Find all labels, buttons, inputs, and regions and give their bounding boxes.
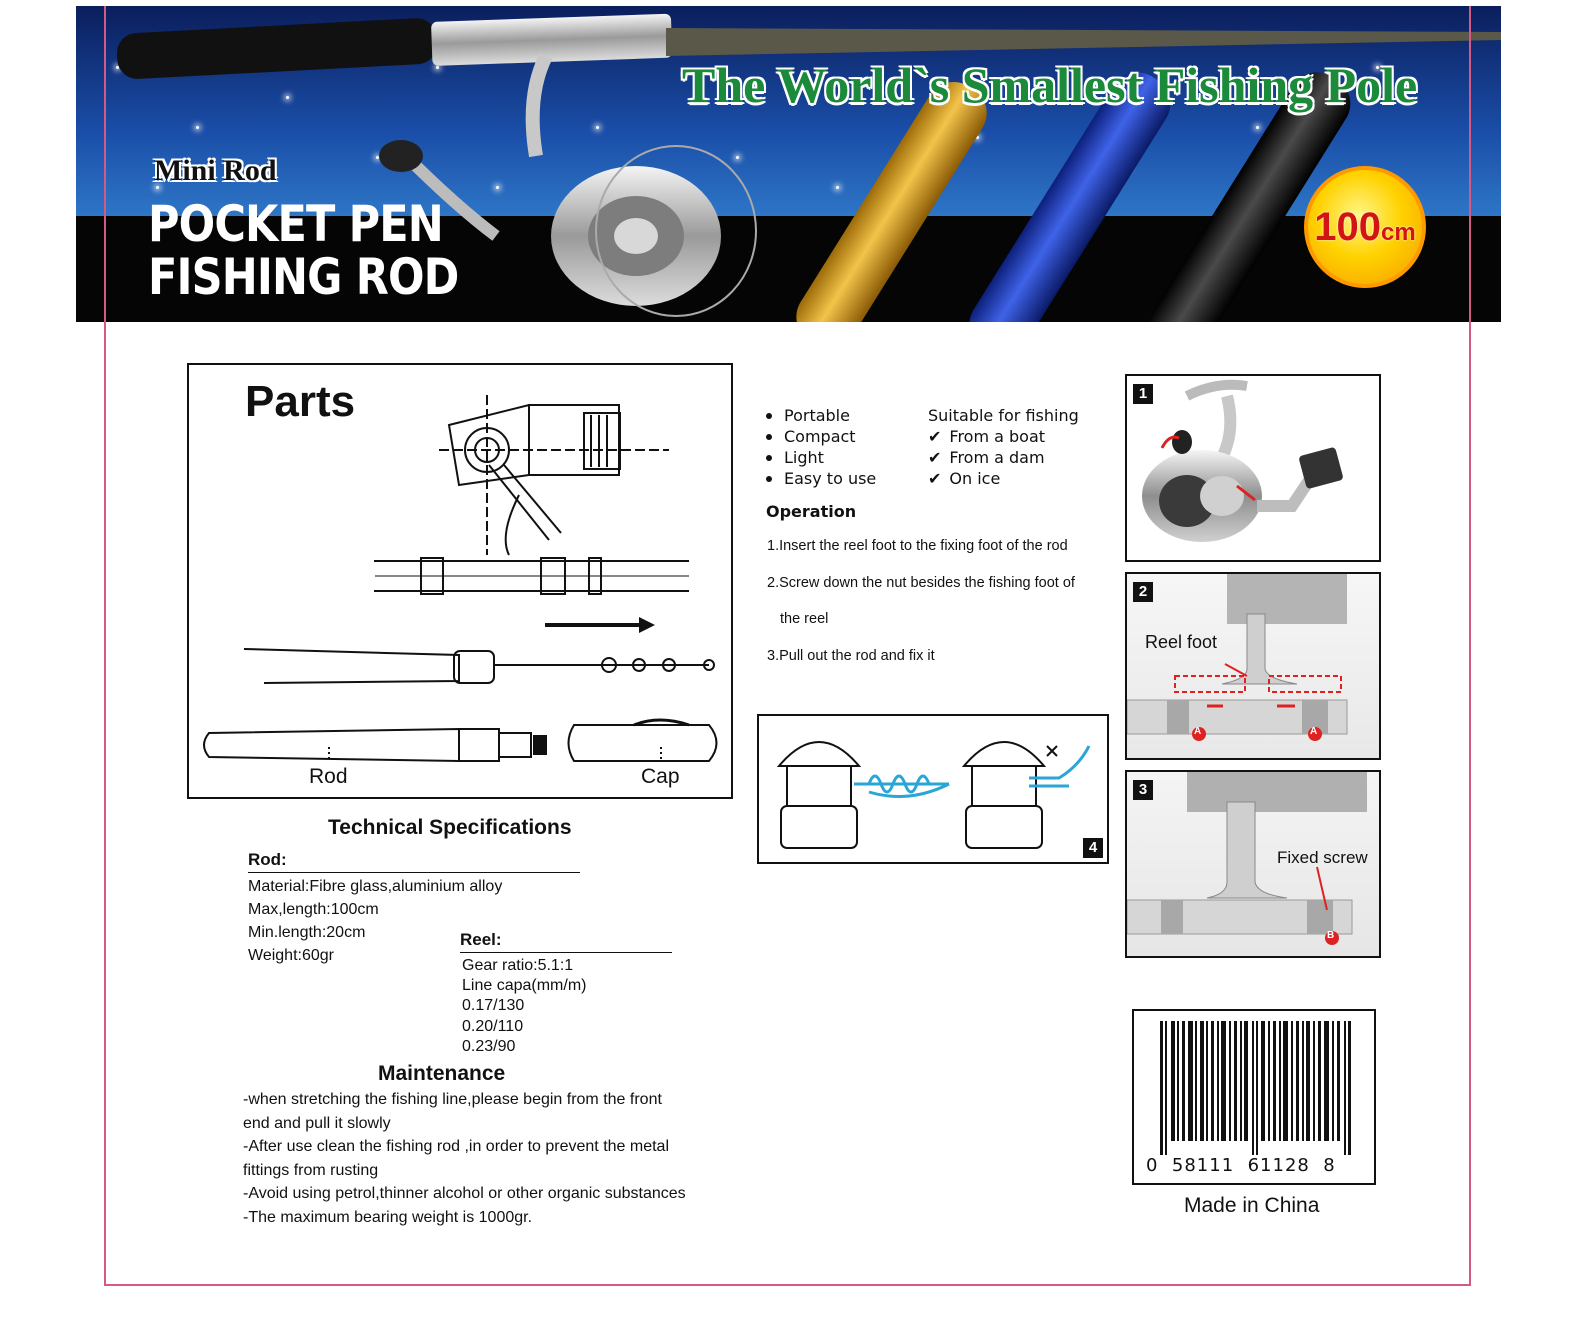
spec-line: 0.17/130	[462, 997, 525, 1015]
spec-line: Gear ratio:5.1:1	[462, 957, 574, 974]
maintenance-title: Maintenance	[378, 1062, 506, 1085]
operation-step: 1.Insert the reel foot to the fixing foot of the rod	[767, 538, 1068, 554]
spec-line: 0.23/90	[462, 1037, 516, 1055]
feature-item: Light	[765, 447, 876, 468]
spec-line: Line capa(mm/m)	[462, 977, 587, 995]
product-name-line1: POCKET PEN	[148, 195, 443, 253]
maintenance-line: fittings from rusting	[243, 1161, 379, 1179]
operation-step: the reel	[780, 611, 829, 627]
step-4-panel	[757, 714, 1109, 864]
rod-specs-heading: Rod:	[248, 850, 580, 873]
marker-a: A	[1194, 726, 1202, 737]
maintenance-line: -After use clean the fishing rod ,in order to prevent the metal	[243, 1138, 670, 1155]
mini-rod-label: Mini Rod	[154, 154, 277, 187]
step-2-number: 2	[1133, 582, 1153, 602]
maintenance-line: -Avoid using petrol,thinner alcohol or other organic substances	[243, 1185, 686, 1202]
spec-line: 0.20/110	[462, 1017, 524, 1035]
features-list	[765, 405, 876, 489]
suitable-item	[928, 447, 1079, 468]
check-icon: ✔	[928, 427, 942, 446]
step-1-panel	[1125, 374, 1381, 562]
step-3-panel	[1125, 770, 1381, 958]
spec-line: Material:Fibre glass,aluminium alloy	[248, 878, 503, 895]
maintenance-line: -when stretching the fishing line,please begin from the front	[243, 1091, 662, 1108]
barcode-bars	[1160, 1021, 1352, 1155]
feature-item: Portable	[765, 405, 876, 426]
rod-specs-list	[248, 875, 502, 967]
spec-line: Max,length:100cm	[248, 901, 379, 918]
reel-foot-photo	[1127, 574, 1379, 758]
suitable-item	[928, 426, 1079, 447]
rod-label: Rod	[309, 765, 348, 788]
step-4-number: 4	[1083, 838, 1103, 858]
spec-line: Weight:60gr	[248, 947, 334, 964]
parts-drawing	[189, 365, 731, 797]
maintenance-list	[243, 1088, 743, 1229]
step-1-number: 1	[1133, 384, 1153, 404]
maintenance-line: -The maximum bearing weight is 1000gr.	[243, 1208, 533, 1226]
feature-item: Compact	[765, 426, 876, 447]
operation-step: 2.Screw down the nut besides the fishing foot of	[767, 574, 1075, 591]
operation-steps	[767, 528, 1075, 674]
check-icon: ✔	[928, 469, 942, 488]
marker-a: A	[1310, 726, 1318, 737]
suitable-item	[928, 468, 1079, 489]
suitable-item-label: On ice	[949, 469, 1001, 488]
spec-line: Min.length:20cm	[248, 924, 366, 941]
reel-specs-list	[462, 956, 586, 1057]
country-of-origin: Made in China	[1184, 1194, 1320, 1217]
step-3-number: 3	[1133, 780, 1153, 800]
suitable-item-label: From a boat	[949, 427, 1046, 446]
operation-step: 3.Pull out the rod and fix it	[767, 647, 935, 664]
suitable-title: Suitable for fishing	[928, 406, 1079, 425]
reel-photo	[1127, 376, 1379, 560]
length-value: 100	[1314, 205, 1382, 249]
maintenance-line: end and pull it slowly	[243, 1114, 391, 1132]
knot-illustration	[759, 716, 1107, 862]
tagline: The World`s Smallest Fishing Pole	[682, 57, 1418, 113]
parts-diagram	[187, 363, 733, 799]
suitable-item-label: From a dam	[949, 448, 1045, 467]
suitable-list	[928, 405, 1079, 489]
operation-title: Operation	[766, 502, 857, 521]
marker-b: B	[1327, 930, 1335, 941]
specs-title: Technical Specifications	[328, 816, 572, 839]
reel-specs-heading: Reel:	[460, 930, 672, 953]
cap-label: Cap	[641, 765, 680, 788]
fixed-screw-label: Fixed screw	[1277, 848, 1368, 867]
step-2-panel	[1125, 572, 1381, 760]
check-icon: ✔	[928, 448, 942, 467]
barcode-number: 0 58111 61128 8	[1146, 1155, 1336, 1176]
barcode	[1132, 1009, 1376, 1185]
product-name-line2: FISHING ROD	[148, 248, 459, 306]
feature-item: Easy to use	[765, 468, 876, 489]
reel-foot-label: Reel foot	[1145, 632, 1218, 652]
length-unit: cm	[1381, 219, 1416, 246]
parts-title: Parts	[245, 377, 356, 426]
